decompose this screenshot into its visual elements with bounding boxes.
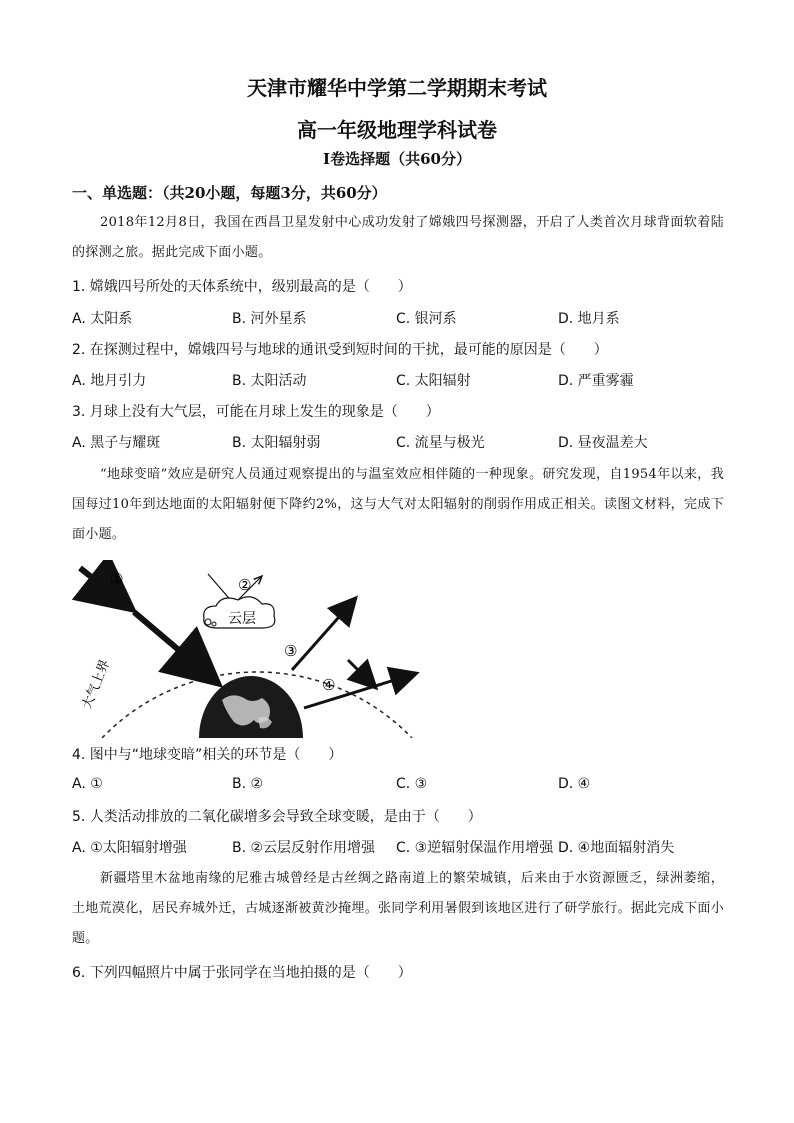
question-3-stem: 3. 月球上没有大气层，可能在月球上发生的现象是（ ） [72,404,440,420]
q4-option-b: B. ② [232,776,264,792]
q2-option-c: C. 太阳辐射 [396,373,471,389]
q3-option-d: D. 昼夜温差大 [558,435,648,451]
cloud-label: 云层 [228,611,256,627]
q4-option-a: A. ① [72,776,103,792]
q5-option-c: C. ③逆辐射保温作用增强 [396,840,554,856]
q5-option-d: D. ④地面辐射消失 [558,840,675,856]
paper-title: 高一年级地理学科试卷 [297,118,497,142]
label-2: ② [238,576,252,594]
school-title: 天津市耀华中学第二学期期末考试 [247,76,547,100]
q4-option-c: C. ③ [396,776,428,792]
q2-option-d: D. 严重雾霾 [558,373,634,389]
q3-option-c: C. 流星与极光 [396,435,485,451]
q1-option-b: B. 河外星系 [232,311,307,327]
question-6-stem: 6. 下列四幅照片中属于张同学在当地拍摄的是（ ） [72,965,412,981]
section-title: 一、单选题：（共20小题，每题3分，共60分） [72,184,387,202]
q2-option-b: B. 太阳活动 [232,373,307,389]
radiation-diagram [72,560,432,742]
passage-niya: 新疆塔里木盆地南缘的尼雅古城曾经是古丝绸之路南道上的繁荣城镇，后来由于水资源匮乏，绿洲萎缩，土地荒漠化，居民弃城外迁，古城逐渐被黄沙掩埋。张同学利用暑假到该地区进行了研学旅行。据此完成下面小题。 [72,871,724,946]
question-4-stem: 4. 图中与“地球变暗”相关的环节是（ ） [72,747,343,763]
q2-option-a: A. 地月引力 [72,373,147,389]
question-5-stem: 5. 人类活动排放的二氧化碳增多会导致全球变暖，是由于（ ） [72,809,482,825]
q5-option-b: B. ②云层反射作用增强 [232,840,376,856]
atmosphere-label: 大气上界 [79,657,114,712]
label-3: ③ [284,642,298,660]
label-4: ④ [322,676,336,694]
q3-option-a: A. 黑子与耀斑 [72,435,161,451]
q3-option-b: B. 太阳辐射弱 [232,435,321,451]
q4-option-d: D. ④ [558,776,591,792]
part-title: Ⅰ卷选择题（共60分） [323,150,471,168]
q1-option-d: D. 地月系 [558,311,620,327]
question-2-stem: 2. 在探测过程中，嫦娥四号与地球的通讯受到短时间的干扰，最可能的原因是（ ） [72,342,608,358]
q1-option-a: A. 太阳系 [72,311,133,327]
label-1: ① [110,570,124,588]
passage-chang-e: 2018年12月8日，我国在西昌卫星发射中心成功发射了嫦娥四号探测器，开启了人类首次月球背面软着陆的探测之旅。据此完成下面小题。 [72,215,724,260]
passage-earth-dimming: “地球变暗”效应是研究人员通过观察提出的与温室效应相伴随的一种现象。研究发现，自1954年以来，我国每过10年到达地面的太阳辐射便下降约2%，这与大气对太阳辐射的削弱作用成正相关。读图文材料，完成下面小题。 [72,467,724,542]
question-1-stem: 1. 嫦娥四号所处的天体系统中，级别最高的是（ ） [72,279,412,295]
q1-option-c: C. 银河系 [396,311,457,327]
q5-option-a: A. ①太阳辐射增强 [72,840,187,856]
